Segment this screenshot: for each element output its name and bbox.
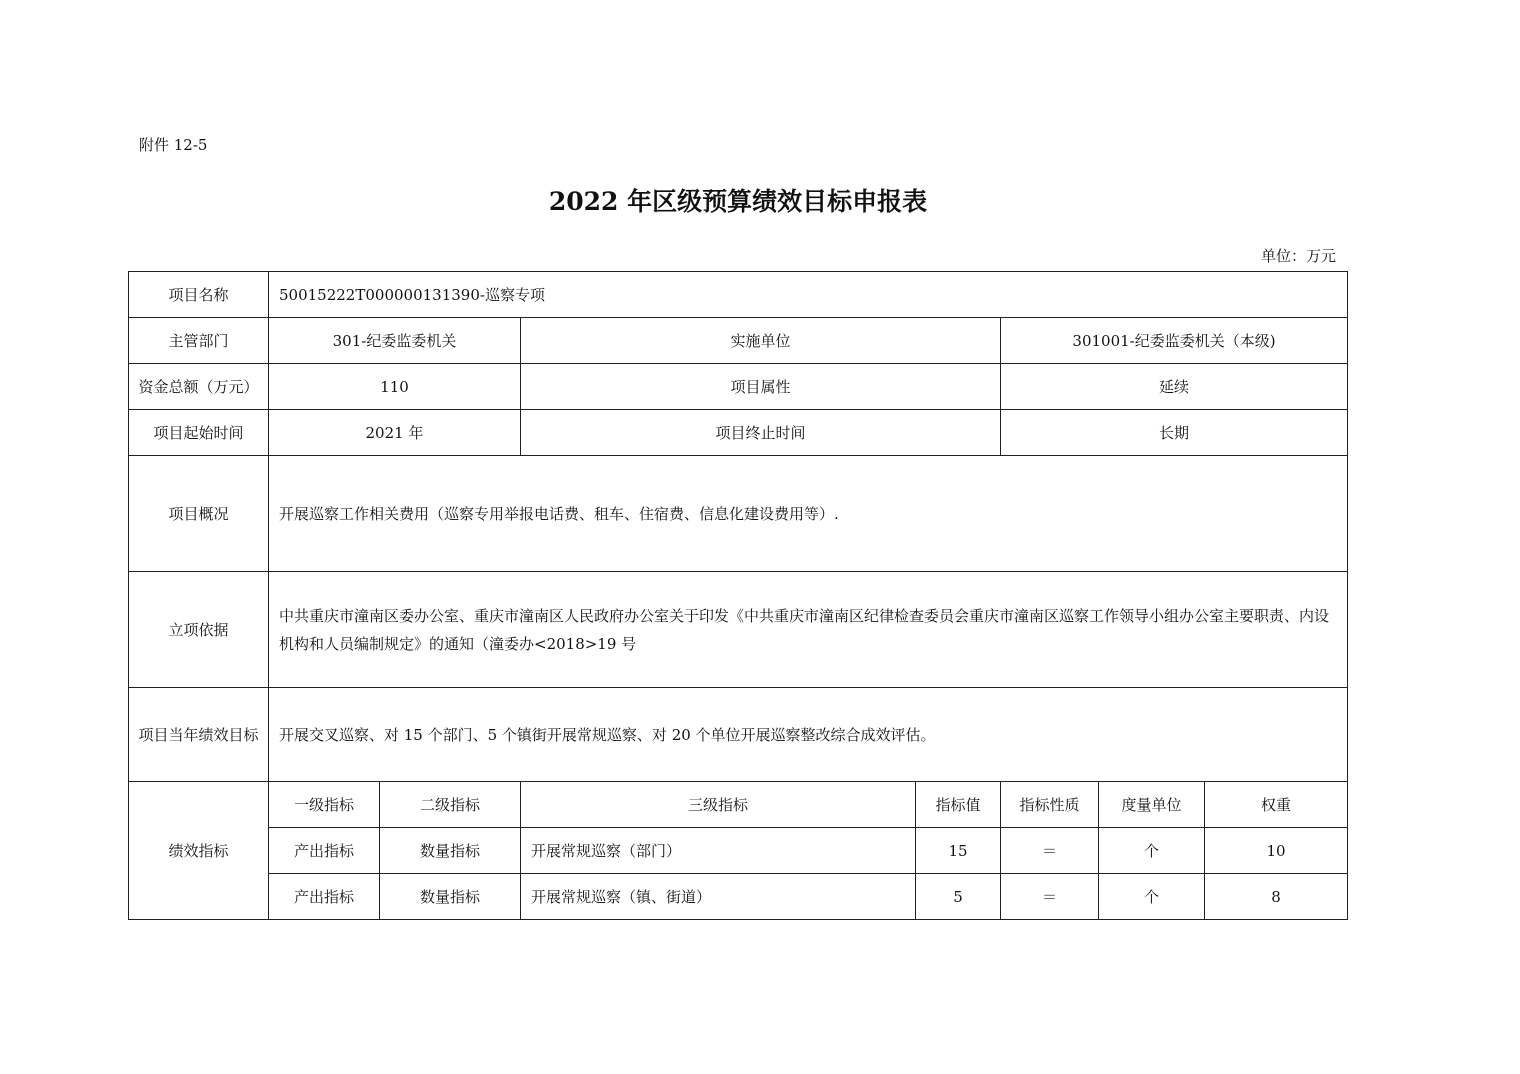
label-project-name: 项目名称 [129, 272, 269, 318]
indicator-level3: 开展常规巡察（镇、街道） [521, 874, 916, 920]
indicator-weight: 10 [1205, 828, 1348, 874]
label-indicators: 绩效指标 [129, 782, 269, 920]
row-department [129, 318, 1348, 364]
attachment-number: 附件 12-5 [139, 136, 208, 154]
indicator-header-row [129, 782, 1348, 828]
indicator-nature: ＝ [1001, 828, 1099, 874]
value-project-name: 50015222T000000131390-巡察专项 [269, 272, 1348, 318]
budget-form-table [128, 271, 1348, 920]
indicator-level1: 产出指标 [269, 874, 380, 920]
header-level1: 一级指标 [269, 782, 380, 828]
header-weight: 权重 [1205, 782, 1348, 828]
indicator-unit: 个 [1099, 828, 1205, 874]
value-goal: 开展交叉巡察、对 15 个部门、5 个镇街开展常规巡察、对 20 个单位开展巡察整改综合成效评估。 [269, 688, 1348, 782]
value-department: 301-纪委监委机关 [269, 318, 521, 364]
row-basis [129, 572, 1348, 688]
indicator-level3: 开展常规巡察（部门） [521, 828, 916, 874]
row-time [129, 410, 1348, 456]
label-fund-total: 资金总额（万元） [129, 364, 269, 410]
value-start-time: 2021 年 [269, 410, 521, 456]
label-implementing-unit: 实施单位 [521, 318, 1001, 364]
header-nature: 指标性质 [1001, 782, 1099, 828]
indicator-weight: 8 [1205, 874, 1348, 920]
value-basis: 中共重庆市潼南区委办公室、重庆市潼南区人民政府办公室关于印发《中共重庆市潼南区纪律检查委员会重庆市潼南区巡察工作领导小组办公室主要职责、内设机构和人员编制规定》的通知（潼委办<2018>19 号 [269, 572, 1348, 688]
label-goal: 项目当年绩效目标 [129, 688, 269, 782]
header-level3: 三级指标 [521, 782, 916, 828]
row-overview [129, 456, 1348, 572]
value-end-time: 长期 [1001, 410, 1348, 456]
header-value: 指标值 [916, 782, 1001, 828]
indicator-level1: 产出指标 [269, 828, 380, 874]
label-department: 主管部门 [129, 318, 269, 364]
value-fund-total: 110 [269, 364, 521, 410]
label-project-attribute: 项目属性 [521, 364, 1001, 410]
indicator-level2: 数量指标 [380, 874, 521, 920]
label-overview: 项目概况 [129, 456, 269, 572]
value-implementing-unit: 301001-纪委监委机关（本级) [1001, 318, 1348, 364]
value-project-attribute: 延续 [1001, 364, 1348, 410]
header-level2: 二级指标 [380, 782, 521, 828]
indicator-row [129, 828, 1348, 874]
indicator-row [129, 874, 1348, 920]
indicator-level2: 数量指标 [380, 828, 521, 874]
page-title: 2022 年区级预算绩效目标申报表 [548, 187, 928, 216]
indicator-value: 5 [916, 874, 1001, 920]
unit-label: 单位：万元 [1260, 247, 1336, 265]
label-end-time: 项目终止时间 [521, 410, 1001, 456]
label-basis: 立项依据 [129, 572, 269, 688]
row-fund [129, 364, 1348, 410]
label-start-time: 项目起始时间 [129, 410, 269, 456]
header-unit: 度量单位 [1099, 782, 1205, 828]
indicator-value: 15 [916, 828, 1001, 874]
row-goal [129, 688, 1348, 782]
indicator-unit: 个 [1099, 874, 1205, 920]
row-project-name [129, 272, 1348, 318]
indicator-nature: ＝ [1001, 874, 1099, 920]
value-overview: 开展巡察工作相关费用（巡察专用举报电话费、租车、住宿费、信息化建设费用等）. [269, 456, 1348, 572]
